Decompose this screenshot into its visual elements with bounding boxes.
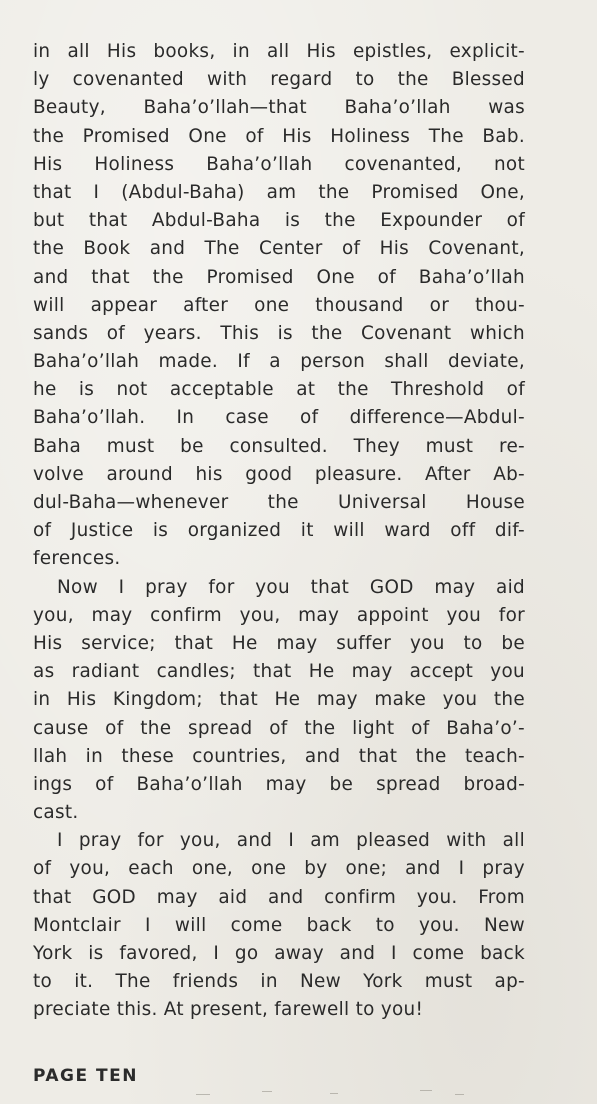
print-speck <box>196 1094 210 1095</box>
print-speck <box>420 1090 432 1091</box>
paragraph-1 <box>33 38 525 574</box>
text-line: the Book and The Center of His Covenant, <box>33 238 525 260</box>
print-speck <box>455 1094 464 1095</box>
text-line: of Justice is organized it will ward off dif- <box>33 520 525 542</box>
text-line: he is not acceptable at the Threshold of <box>33 379 525 401</box>
text-line: preciate this. At present, farewell to you! <box>33 999 424 1021</box>
text-line: I pray for you, and I am pleased with all <box>57 830 525 852</box>
text-line: the Promised One of His Holiness The Bab. <box>33 125 525 147</box>
text-line: Montclair I will come back to you. New <box>33 914 525 936</box>
text-line: York is favored, I go away and I come back <box>33 943 525 964</box>
text-line: as radiant candles; that He may accept you <box>33 661 525 683</box>
text-line: cast. <box>33 802 79 824</box>
text-line: His Holiness Baha’o’llah covenanted, not <box>33 153 525 175</box>
text-line: cause of the spread of the light of Baha’o’- <box>33 717 525 739</box>
paragraph-3 <box>33 827 525 1024</box>
text-line: volve around his good pleasure. After Ab- <box>33 463 525 485</box>
text-line: that I (Abdul-Baha) am the Promised One, <box>33 181 525 203</box>
print-speck <box>262 1091 272 1092</box>
text-line: in His Kingdom; that He may make you the <box>33 689 525 711</box>
text-line: sands of years. This is the Covenant which <box>33 322 525 344</box>
text-line: that GOD may aid and confirm you. From <box>33 886 525 908</box>
text-line: to it. The friends in New York must ap- <box>33 971 525 993</box>
text-line: in all His books, in all His epistles, explicit- <box>33 41 525 62</box>
text-line: dul-Baha—whenever the Universal House <box>33 492 525 513</box>
page-number-label: PAGE TEN <box>33 1066 138 1086</box>
text-line: ferences. <box>33 548 121 570</box>
text-line: His service; that He may suffer you to be <box>33 632 525 654</box>
text-line: you, may confirm you, may appoint you for <box>33 604 525 626</box>
text-line: Beauty, Baha’o’llah—that Baha’o’llah was <box>33 97 525 119</box>
text-line: and that the Promised One of Baha’o’llah <box>33 266 525 288</box>
text-line: of you, each one, one by one; and I pray <box>33 858 525 880</box>
body-text <box>33 38 525 1025</box>
text-line: but that Abdul-Baha is the Expounder of <box>33 210 525 232</box>
text-line: Baha’o’llah made. If a person shall deviate, <box>33 351 525 373</box>
text-line: ly covenanted with regard to the Blessed <box>33 69 525 91</box>
text-line: will appear after one thousand or thou- <box>33 294 525 316</box>
text-line: Baha must be consulted. They must re- <box>33 435 525 457</box>
text-line: llah in these countries, and that the teach- <box>33 745 525 767</box>
text-line: Baha’o’llah. In case of difference—Abdul- <box>33 407 525 429</box>
text-line: ings of Baha’o’llah may be spread broad- <box>33 773 525 795</box>
paragraph-2 <box>33 574 525 828</box>
text-line: Now I pray for you that GOD may aid <box>57 576 525 598</box>
print-speck <box>330 1093 338 1094</box>
